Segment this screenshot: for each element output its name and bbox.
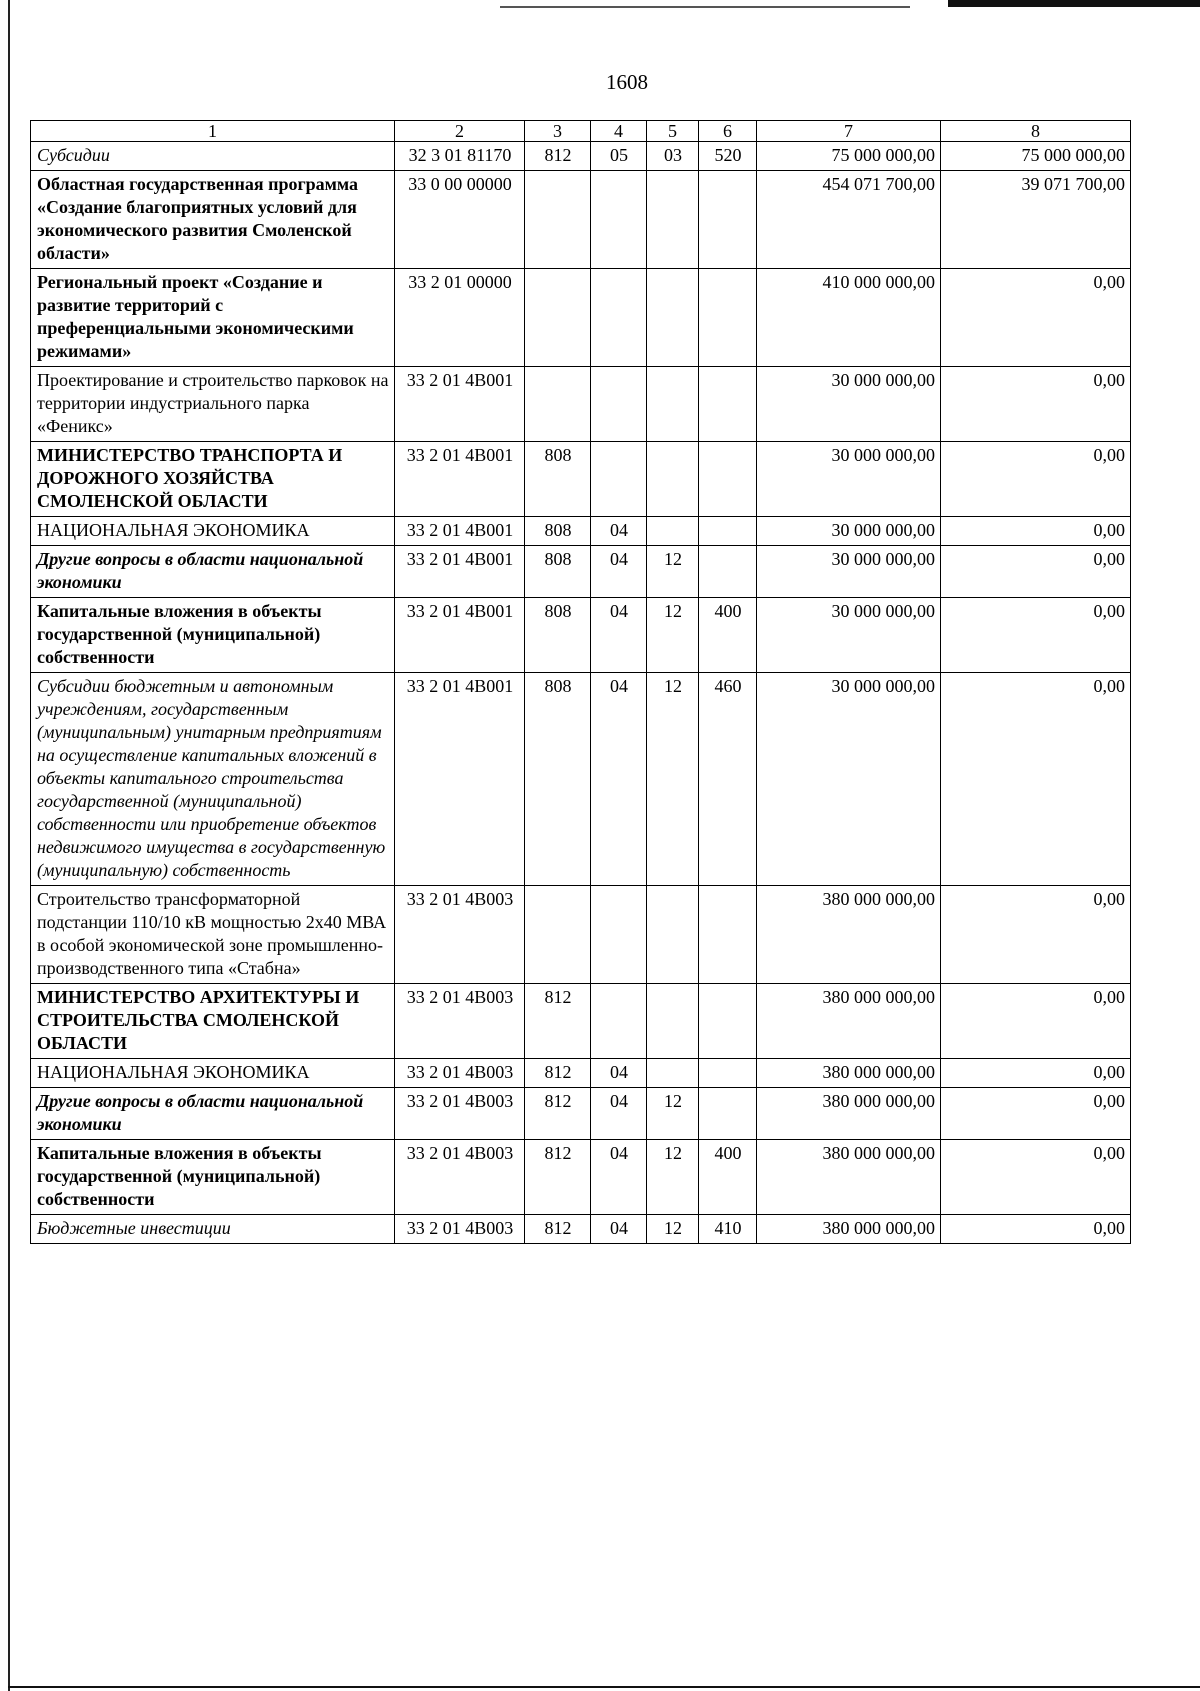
column-header: 2 bbox=[395, 121, 525, 142]
row-col4-cell bbox=[591, 367, 647, 442]
row-col4-cell: 04 bbox=[591, 1088, 647, 1140]
row-amount-col8-cell: 0,00 bbox=[941, 598, 1131, 673]
row-code-cell: 33 2 01 00000 bbox=[395, 269, 525, 367]
scan-edge-top-thick bbox=[948, 0, 1200, 7]
column-header: 6 bbox=[699, 121, 757, 142]
row-code-cell: 33 2 01 4В001 bbox=[395, 517, 525, 546]
column-header-row bbox=[31, 121, 1131, 142]
row-col6-cell bbox=[699, 442, 757, 517]
row-name-cell: Другие вопросы в области национальной экономики bbox=[31, 1088, 395, 1140]
row-code-cell: 33 2 01 4В001 bbox=[395, 367, 525, 442]
table-row bbox=[31, 673, 1131, 886]
row-amount-col8-cell: 0,00 bbox=[941, 1088, 1131, 1140]
row-col6-cell bbox=[699, 171, 757, 269]
row-code-cell: 33 2 01 4В001 bbox=[395, 442, 525, 517]
row-col6-cell bbox=[699, 886, 757, 984]
row-code-cell: 33 2 01 4В003 bbox=[395, 1215, 525, 1244]
table-row bbox=[31, 442, 1131, 517]
row-col4-cell: 04 bbox=[591, 1215, 647, 1244]
row-amount-col8-cell: 0,00 bbox=[941, 1140, 1131, 1215]
row-amount-col7-cell: 380 000 000,00 bbox=[757, 1215, 941, 1244]
row-amount-col7-cell: 454 071 700,00 bbox=[757, 171, 941, 269]
scan-edge-top-thin bbox=[500, 6, 910, 8]
row-col5-cell: 12 bbox=[647, 1215, 699, 1244]
row-col5-cell bbox=[647, 269, 699, 367]
row-code-cell: 33 2 01 4В003 bbox=[395, 1088, 525, 1140]
scan-edge-bottom bbox=[8, 1686, 1200, 1688]
row-col4-cell: 04 bbox=[591, 673, 647, 886]
row-name-cell: НАЦИОНАЛЬНАЯ ЭКОНОМИКА bbox=[31, 517, 395, 546]
budget-table bbox=[30, 120, 1131, 1244]
row-amount-col8-cell: 0,00 bbox=[941, 367, 1131, 442]
row-amount-col7-cell: 380 000 000,00 bbox=[757, 984, 941, 1059]
row-amount-col7-cell: 410 000 000,00 bbox=[757, 269, 941, 367]
column-header: 5 bbox=[647, 121, 699, 142]
row-col5-cell: 12 bbox=[647, 598, 699, 673]
table-row bbox=[31, 1059, 1131, 1088]
row-code-cell: 33 2 01 4В003 bbox=[395, 984, 525, 1059]
row-code-cell: 32 3 01 81170 bbox=[395, 142, 525, 171]
row-col3-cell: 808 bbox=[525, 598, 591, 673]
table-row bbox=[31, 886, 1131, 984]
row-col5-cell: 12 bbox=[647, 1088, 699, 1140]
row-col3-cell: 812 bbox=[525, 1059, 591, 1088]
row-col3-cell: 812 bbox=[525, 142, 591, 171]
column-header: 7 bbox=[757, 121, 941, 142]
row-col6-cell bbox=[699, 984, 757, 1059]
row-code-cell: 33 0 00 00000 bbox=[395, 171, 525, 269]
row-code-cell: 33 2 01 4В001 bbox=[395, 546, 525, 598]
row-col6-cell bbox=[699, 517, 757, 546]
row-name-cell: Региональный проект «Создание и развитие территорий с преференциальными экономическими режимами» bbox=[31, 269, 395, 367]
row-col6-cell: 410 bbox=[699, 1215, 757, 1244]
row-code-cell: 33 2 01 4В001 bbox=[395, 598, 525, 673]
row-col4-cell bbox=[591, 171, 647, 269]
row-col5-cell bbox=[647, 442, 699, 517]
row-name-cell: Бюджетные инвестиции bbox=[31, 1215, 395, 1244]
row-col6-cell bbox=[699, 269, 757, 367]
row-col6-cell bbox=[699, 1088, 757, 1140]
row-amount-col8-cell: 0,00 bbox=[941, 517, 1131, 546]
row-name-cell: Областная государственная программа «Создание благоприятных условий для экономического развития Смоленской области» bbox=[31, 171, 395, 269]
column-header: 3 bbox=[525, 121, 591, 142]
row-amount-col7-cell: 30 000 000,00 bbox=[757, 673, 941, 886]
row-col5-cell: 12 bbox=[647, 673, 699, 886]
table-row bbox=[31, 546, 1131, 598]
row-amount-col7-cell: 380 000 000,00 bbox=[757, 1059, 941, 1088]
row-col5-cell bbox=[647, 1059, 699, 1088]
row-amount-col8-cell: 0,00 bbox=[941, 886, 1131, 984]
table-body bbox=[31, 121, 1131, 1244]
row-amount-col8-cell: 0,00 bbox=[941, 442, 1131, 517]
table-row bbox=[31, 1215, 1131, 1244]
row-amount-col8-cell: 0,00 bbox=[941, 673, 1131, 886]
row-amount-col8-cell: 0,00 bbox=[941, 546, 1131, 598]
row-col6-cell: 520 bbox=[699, 142, 757, 171]
row-name-cell: МИНИСТЕРСТВО ТРАНСПОРТА И ДОРОЖНОГО ХОЗЯЙСТВА СМОЛЕНСКОЙ ОБЛАСТИ bbox=[31, 442, 395, 517]
row-name-cell: НАЦИОНАЛЬНАЯ ЭКОНОМИКА bbox=[31, 1059, 395, 1088]
row-col5-cell bbox=[647, 171, 699, 269]
row-col5-cell bbox=[647, 984, 699, 1059]
row-name-cell: МИНИСТЕРСТВО АРХИТЕКТУРЫ И СТРОИТЕЛЬСТВА СМОЛЕНСКОЙ ОБЛАСТИ bbox=[31, 984, 395, 1059]
row-col3-cell: 808 bbox=[525, 442, 591, 517]
table-row bbox=[31, 171, 1131, 269]
row-col3-cell bbox=[525, 367, 591, 442]
row-amount-col7-cell: 380 000 000,00 bbox=[757, 886, 941, 984]
row-code-cell: 33 2 01 4В003 bbox=[395, 1059, 525, 1088]
row-col6-cell: 460 bbox=[699, 673, 757, 886]
row-name-cell: Капитальные вложения в объекты государственной (муниципальной) собственности bbox=[31, 598, 395, 673]
row-col5-cell: 12 bbox=[647, 546, 699, 598]
column-header: 8 bbox=[941, 121, 1131, 142]
row-col5-cell bbox=[647, 517, 699, 546]
row-col5-cell bbox=[647, 367, 699, 442]
row-col5-cell bbox=[647, 886, 699, 984]
row-col5-cell: 12 bbox=[647, 1140, 699, 1215]
table-row bbox=[31, 269, 1131, 367]
scan-edge-left bbox=[8, 0, 10, 1691]
table-row bbox=[31, 517, 1131, 546]
row-amount-col7-cell: 30 000 000,00 bbox=[757, 546, 941, 598]
row-col4-cell bbox=[591, 984, 647, 1059]
row-col3-cell bbox=[525, 886, 591, 984]
row-col3-cell: 812 bbox=[525, 984, 591, 1059]
row-col4-cell: 04 bbox=[591, 1140, 647, 1215]
row-col4-cell bbox=[591, 269, 647, 367]
row-amount-col8-cell: 0,00 bbox=[941, 1215, 1131, 1244]
row-col6-cell bbox=[699, 546, 757, 598]
row-col3-cell: 808 bbox=[525, 517, 591, 546]
row-amount-col8-cell: 0,00 bbox=[941, 269, 1131, 367]
row-col3-cell: 812 bbox=[525, 1088, 591, 1140]
row-col3-cell: 808 bbox=[525, 673, 591, 886]
row-code-cell: 33 2 01 4В003 bbox=[395, 886, 525, 984]
row-col6-cell: 400 bbox=[699, 1140, 757, 1215]
table-row bbox=[31, 367, 1131, 442]
row-col3-cell: 812 bbox=[525, 1215, 591, 1244]
row-name-cell: Другие вопросы в области национальной экономики bbox=[31, 546, 395, 598]
row-col4-cell: 04 bbox=[591, 1059, 647, 1088]
row-amount-col7-cell: 75 000 000,00 bbox=[757, 142, 941, 171]
row-code-cell: 33 2 01 4В003 bbox=[395, 1140, 525, 1215]
table-row bbox=[31, 984, 1131, 1059]
row-col4-cell: 04 bbox=[591, 598, 647, 673]
row-col6-cell: 400 bbox=[699, 598, 757, 673]
table-row bbox=[31, 1140, 1131, 1215]
row-amount-col7-cell: 30 000 000,00 bbox=[757, 517, 941, 546]
row-col3-cell: 808 bbox=[525, 546, 591, 598]
row-col6-cell bbox=[699, 367, 757, 442]
table-row bbox=[31, 142, 1131, 171]
row-col4-cell: 05 bbox=[591, 142, 647, 171]
row-col5-cell: 03 bbox=[647, 142, 699, 171]
row-col3-cell: 812 bbox=[525, 1140, 591, 1215]
column-header: 4 bbox=[591, 121, 647, 142]
row-amount-col7-cell: 380 000 000,00 bbox=[757, 1088, 941, 1140]
row-col4-cell: 04 bbox=[591, 546, 647, 598]
row-amount-col8-cell: 39 071 700,00 bbox=[941, 171, 1131, 269]
row-col3-cell bbox=[525, 269, 591, 367]
row-col6-cell bbox=[699, 1059, 757, 1088]
row-amount-col8-cell: 0,00 bbox=[941, 1059, 1131, 1088]
column-header: 1 bbox=[31, 121, 395, 142]
table-row bbox=[31, 1088, 1131, 1140]
row-name-cell: Капитальные вложения в объекты государственной (муниципальной) собственности bbox=[31, 1140, 395, 1215]
row-col4-cell: 04 bbox=[591, 517, 647, 546]
row-code-cell: 33 2 01 4В001 bbox=[395, 673, 525, 886]
table-row bbox=[31, 598, 1131, 673]
row-amount-col7-cell: 30 000 000,00 bbox=[757, 442, 941, 517]
row-amount-col8-cell: 0,00 bbox=[941, 984, 1131, 1059]
row-name-cell: Строительство трансформаторной подстанции 110/10 кВ мощностью 2x40 МВА в особой экономической зоне промышленно-производственного типа «Стабна» bbox=[31, 886, 395, 984]
row-amount-col7-cell: 30 000 000,00 bbox=[757, 598, 941, 673]
row-col3-cell bbox=[525, 171, 591, 269]
row-name-cell: Проектирование и строительство парковок на территории индустриального парка «Феникс» bbox=[31, 367, 395, 442]
row-name-cell: Субсидии bbox=[31, 142, 395, 171]
row-name-cell: Субсидии бюджетным и автономным учреждениям, государственным (муниципальным) унитарным предприятиям на осуществление капитальных вложений в объекты капитального строительства государственной (муниципальной) собственности или приобретение объектов недвижимого имущества в государственную (муниципальную) собственность bbox=[31, 673, 395, 886]
row-amount-col7-cell: 30 000 000,00 bbox=[757, 367, 941, 442]
page-number: 1608 bbox=[606, 70, 648, 94]
row-amount-col7-cell: 380 000 000,00 bbox=[757, 1140, 941, 1215]
row-col4-cell bbox=[591, 886, 647, 984]
row-col4-cell bbox=[591, 442, 647, 517]
row-amount-col8-cell: 75 000 000,00 bbox=[941, 142, 1131, 171]
